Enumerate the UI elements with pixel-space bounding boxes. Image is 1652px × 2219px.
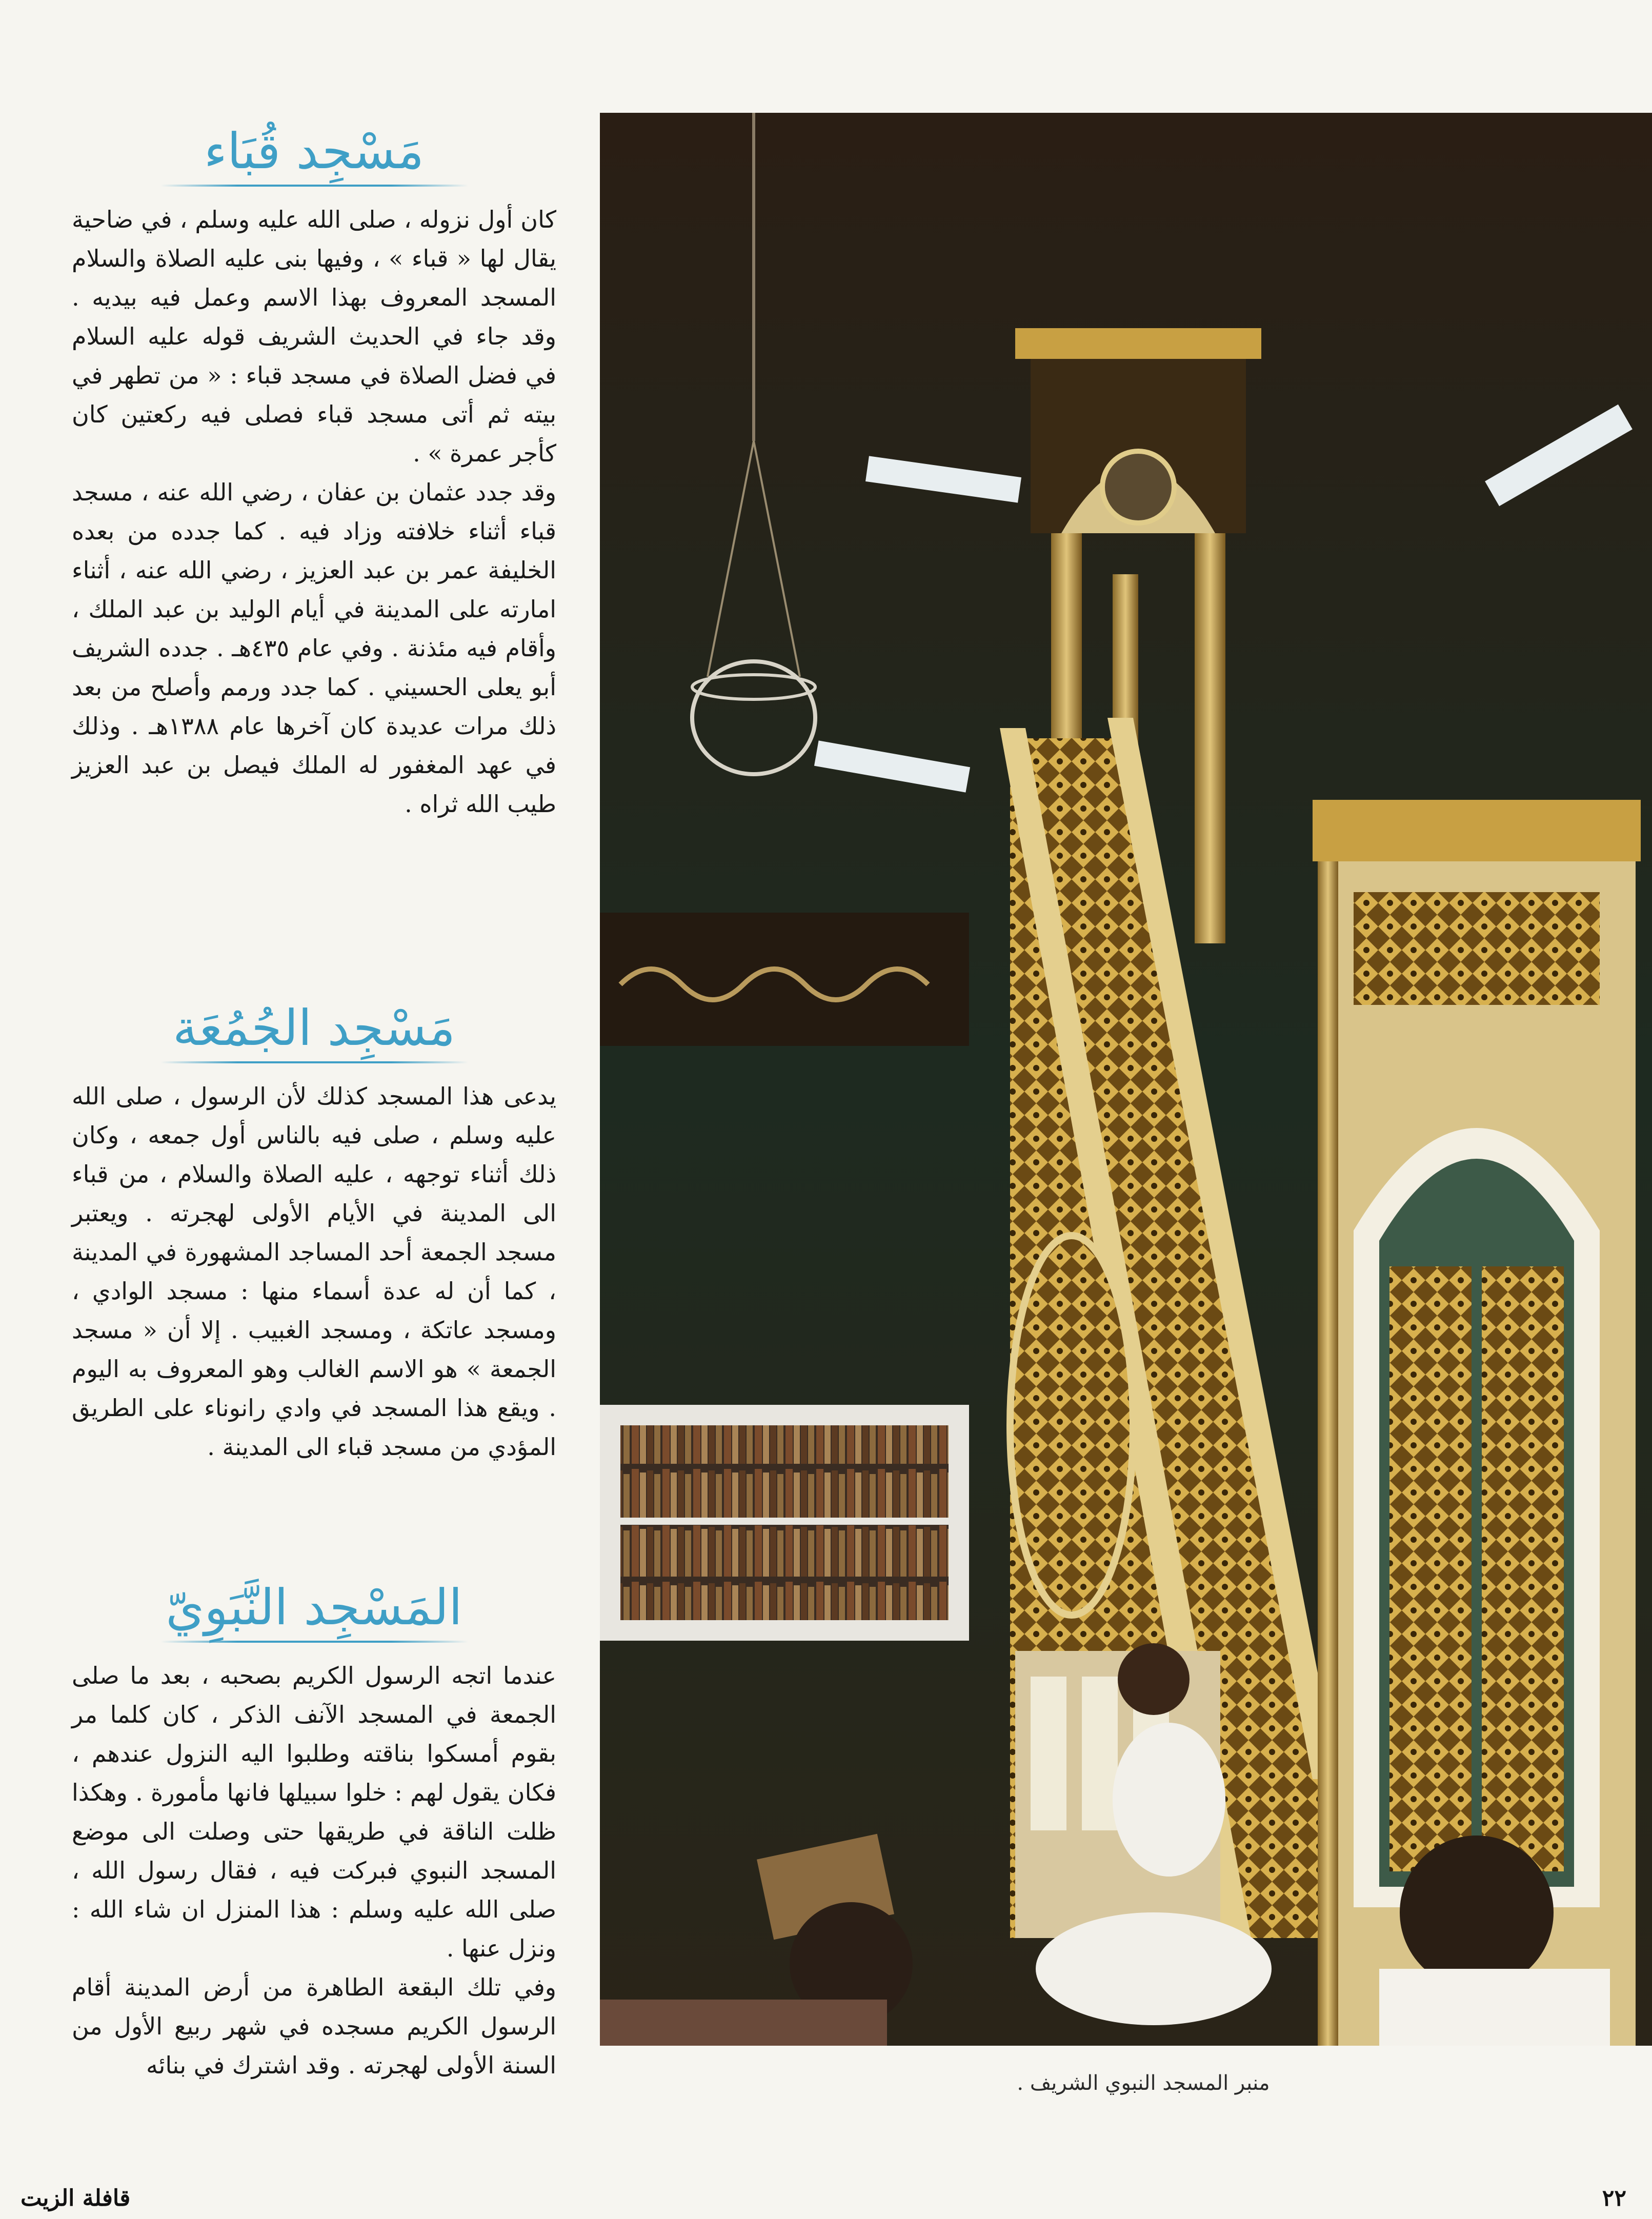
section-prophets-mosque <box>72 1574 556 2085</box>
heading-underline <box>160 1061 468 1063</box>
section-heading-jumuah: مَسْجِد الجُمُعَة <box>172 999 456 1057</box>
section-heading-quba: مَسْجِد قُبَاء <box>204 123 425 180</box>
footer-magazine-name: قافلة الزيت <box>21 2185 131 2211</box>
paragraph-quba-1: كان أول نزوله ، صلى الله عليه وسلم ، في ضاحية يقال لها « قباء » ، وفيها بنى عليه الصلاة والسلام المسجد المعروف بهذا الاسم وعمل فيه بيديه . وقد جاء في الحديث الشريف قوله عليه السلام في فضل الصلاة في مسجد قباء : « من تطهر في بيته ثم أتى مسجد قباء فصلى فيه ركعتين كان كأجر عمرة » . <box>72 206 556 467</box>
paragraph-nabawi-1: عندما اتجه الرسول الكريم بصحبه ، بعد ما صلى الجمعة في المسجد الآنف الذكر ، كان كلما مر بقوم أمسكوا بناقته وطلبوا اليه النزول عندهم ، فكان يقول لهم : خلوا سبيلها فانها مأمورة . وهكذا ظلت الناقة في طريقها حتى وصلت الى موضع المسجد النبوي فبركت فيه ، فقال رسول الله ، صلى الله عليه وسلم : هذا المنزل ان شاء الله : ونزل عنها . <box>72 1662 556 1962</box>
article-text-column <box>72 118 556 2085</box>
footer-page-number: ٢٢ <box>1602 2185 1626 2211</box>
section-quba-mosque <box>72 118 556 974</box>
heading-underline <box>160 185 468 187</box>
section-jumuah-mosque <box>72 995 556 1554</box>
paragraph-nabawi-2: وفي تلك البقعة الطاهرة من أرض المدينة أقام الرسول الكريم مسجده في شهر ربيع الأول من السنة الأولى لهجرته . وقد اشترك في بنائه <box>72 1973 556 2079</box>
section-heading-nabawi: المَسْجِد النَّبَوِيّ <box>166 1579 462 1636</box>
heading-underline <box>160 1641 468 1643</box>
minbar-photo <box>600 113 1652 2046</box>
photo-caption: منبر المسجد النبوي الشريف . <box>1017 2071 1270 2095</box>
paragraph-jumuah-1: يدعى هذا المسجد كذلك لأن الرسول ، صلى الله عليه وسلم ، صلى فيه بالناس أول جمعه ، وكان ذلك أثناء توجهه ، عليه الصلاة والسلام ، من قباء الى المدينة في الأيام الأولى لهجرته . ويعتبر مسجد الجمعة أحد المساجد المشهورة في المدينة ، كما أن له عدة أسماء منها : مسجد الوادي ، ومسجد عاتكة ، ومسجد الغبيب . إلا أن « مسجد الجمعة » هو الاسم الغالب وهو المعروف به اليوم . ويقع هذا المسجد في وادي رانوناء على الطريق المؤدي من مسجد قباء الى المدينة . <box>72 1082 556 1461</box>
paragraph-quba-2: وقد جدد عثمان بن عفان ، رضي الله عنه ، مسجد قباء أثناء خلافته وزاد فيه . كما جدده من بعده الخليفة عمر بن عبد العزيز ، رضي الله عنه ، أثناء امارته على المدينة في أيام الوليد بن عبد الملك ، وأقام فيه مئذنة . وفي عام ٤٣٥هـ . جدده الشريف أبو يعلى الحسيني . كما جدد ورمم وأصلح من بعد ذلك مرات عديدة كان آخرها عام ١٣٨٨هـ . وذلك في عهد المغفور له الملك فيصل بن عبد العزيز طيب الله ثراه . <box>72 478 556 818</box>
